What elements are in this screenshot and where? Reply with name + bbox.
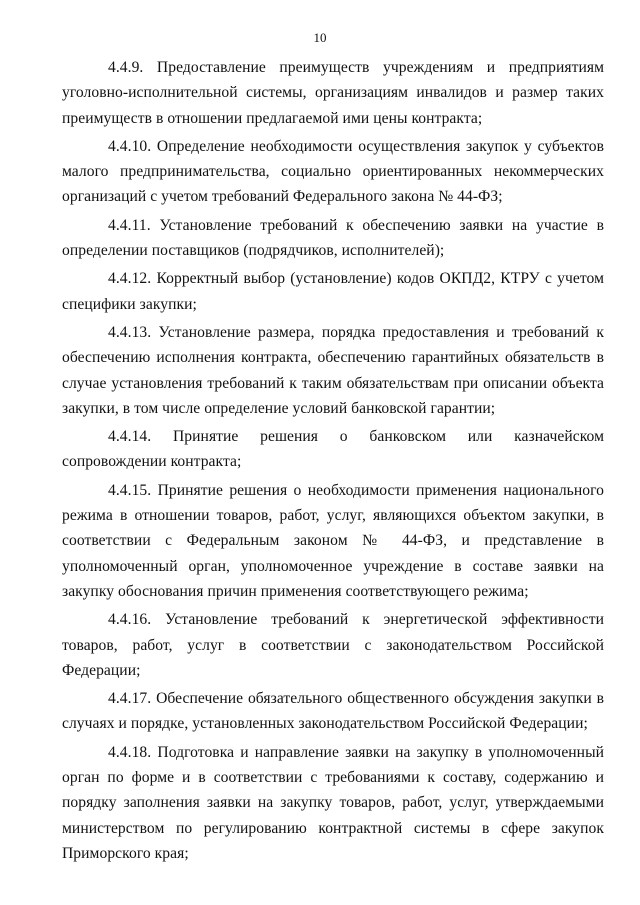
paragraph-4-4-10: 4.4.10. Определение необходимости осуществления закупок у субъектов малого предпринимательства, социально ориентированных некоммерческих организаций с учетом требований Федерального закона № 44-ФЗ; — [62, 137, 604, 206]
paragraph-4-4-17: 4.4.17. Обеспечение обязательного общественного обсуждения закупки в случаях и порядке, установленных законодательством Российской Федерации; — [62, 690, 604, 733]
document-body — [62, 55, 604, 866]
paragraph-4-4-12: 4.4.12. Корректный выбор (установление) кодов ОКПД2, КТРУ с учетом специфики закупки; — [62, 270, 604, 313]
paragraph-4-4-9: 4.4.9. Предоставление преимуществ учреждениям и предприятиям уголовно-исполнительной системы, организациям инвалидов и размер таких преимуществ в отношении предлагаемой ими цены контракта; — [62, 59, 604, 127]
paragraph-4-4-14: 4.4.14. Принятие решения о банковском или казначейском сопровождении контракта; — [62, 428, 604, 471]
paragraph-4-4-15: 4.4.15. Принятие решения о необходимости применения национального режима в отношении товаров, работ, услуг, являющихся объектом закупки, в соответствии с Федеральным законом № 44-ФЗ, и представление в уполномоченный орган, уполномоченное учреждение в составе заявки на закупку обоснования причин применения соответствующего режима; — [62, 481, 604, 600]
paragraph-4-4-13: 4.4.13. Установление размера, порядка предоставления и требований к обеспечению исполнения контракта, обеспечению гарантийных обязательств в случае установления требований к таким обязательствам при описании объекта закупки, в том числе определение условий банковской гарантии; — [62, 323, 604, 417]
paragraph-4-4-18: 4.4.18. Подготовка и направление заявки на закупку в уполномоченный орган по форме и в соответствии с требованиями к составу, содержанию и порядку заполнения заявки на закупку товаров, работ, услуг, утверждаемыми министерством по регулированию контрактной системы в сфере закупок Приморского края; — [62, 743, 604, 862]
page-number: 10 — [313, 30, 327, 45]
paragraph-4-4-16: 4.4.16. Установление требований к энергетической эффективности товаров, работ, услуг в соответствии с законодательством Российской Федерации; — [62, 611, 604, 679]
paragraph-4-4-11: 4.4.11. Установление требований к обеспечению заявки на участие в определении поставщиков (подрядчиков, исполнителей); — [62, 216, 604, 260]
